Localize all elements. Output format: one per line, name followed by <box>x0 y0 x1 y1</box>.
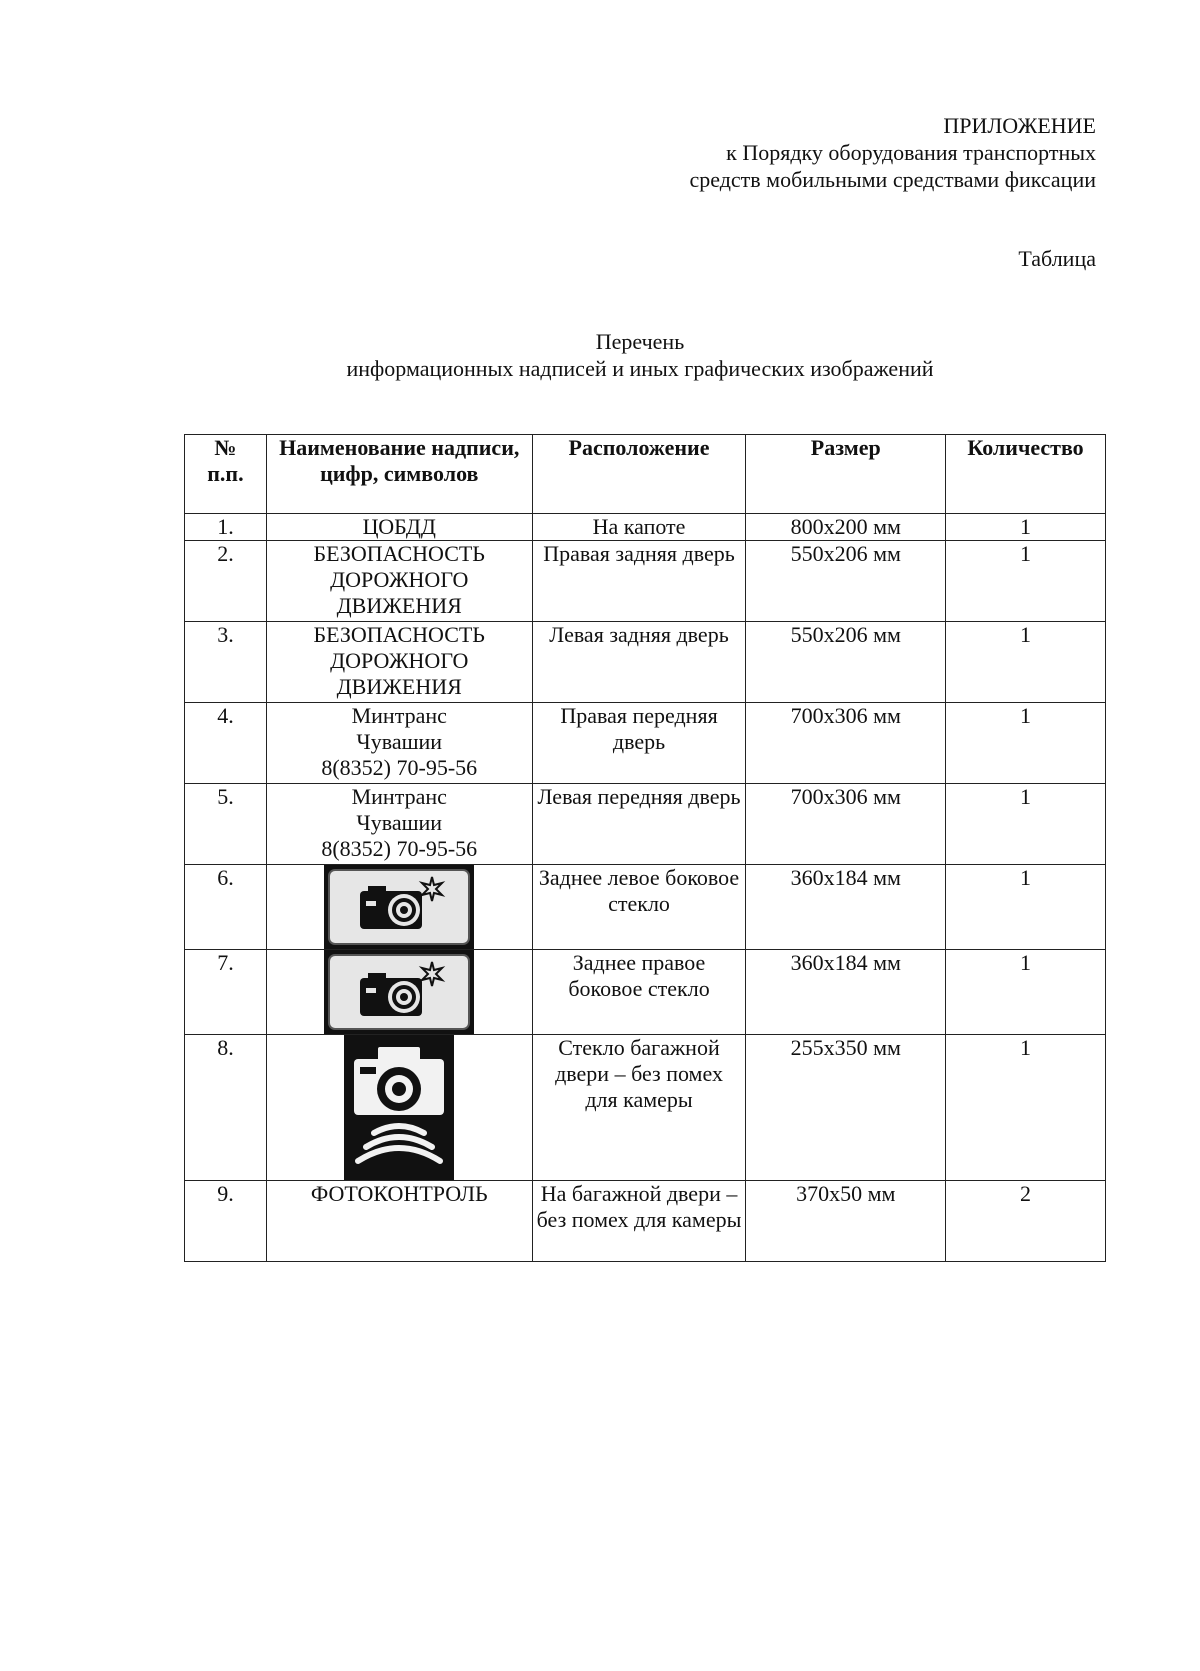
row-name <box>266 865 532 950</box>
row-count: 1 <box>946 865 1106 950</box>
row-size: 550х206 мм <box>746 541 946 622</box>
row-size: 360х184 мм <box>746 950 946 1035</box>
document-title-line1: Перечень <box>595 329 685 354</box>
row-number: 1. <box>185 514 267 541</box>
row-number: 9. <box>185 1181 267 1262</box>
row-location: Заднее правое боковое стекло <box>532 950 746 1035</box>
row-location: На багажной двери – без помех для камеры <box>532 1181 746 1262</box>
camera-sign-icon <box>324 865 474 949</box>
table-row <box>185 865 1106 950</box>
row-name: ФОТОКОНТРОЛЬ <box>266 1181 532 1262</box>
table-row <box>185 1181 1106 1262</box>
row-count: 1 <box>946 541 1106 622</box>
table-row <box>185 950 1106 1035</box>
table-row <box>185 541 1106 622</box>
row-location: Заднее левое боковое стекло <box>532 865 746 950</box>
table-label: Таблица <box>1018 246 1096 271</box>
appendix-subtitle-line1: к Порядку оборудования транспортных <box>726 140 1096 165</box>
row-size: 700х306 мм <box>746 703 946 784</box>
row-number: 5. <box>185 784 267 865</box>
row-number: 4. <box>185 703 267 784</box>
row-location: Правая передняя дверь <box>532 703 746 784</box>
row-count: 1 <box>946 1035 1106 1181</box>
row-name: Минтранс Чувашии 8(8352) 70-95-56 <box>266 784 532 865</box>
row-number: 8. <box>185 1035 267 1181</box>
camera-signal-sign-icon <box>344 1035 454 1180</box>
row-size: 370х50 мм <box>746 1181 946 1262</box>
row-count: 1 <box>946 784 1106 865</box>
row-name: БЕЗОПАСНОСТЬ ДОРОЖНОГО ДВИЖЕНИЯ <box>266 541 532 622</box>
document-title-line2: информационных надписей и иных графических изображений <box>346 356 934 381</box>
row-count: 1 <box>946 622 1106 703</box>
row-location: Правая задняя дверь <box>532 541 746 622</box>
appendix-title: ПРИЛОЖЕНИЕ <box>943 113 1096 138</box>
appendix-subtitle-line2: средств мобильными средствами фиксации <box>689 167 1096 192</box>
row-location: Левая задняя дверь <box>532 622 746 703</box>
row-size: 550х206 мм <box>746 622 946 703</box>
header-name: Наименование надписи, цифр, символов <box>266 435 532 514</box>
row-location: Стекло багажной двери – без помех для камеры <box>532 1035 746 1181</box>
items-table <box>184 434 1106 1262</box>
row-count: 2 <box>946 1181 1106 1262</box>
row-size: 800х200 мм <box>746 514 946 541</box>
header-location: Расположение <box>532 435 746 514</box>
table-row <box>185 622 1106 703</box>
row-location: На капоте <box>532 514 746 541</box>
appendix-header <box>689 112 1096 193</box>
table-row <box>185 1035 1106 1181</box>
table-row <box>185 784 1106 865</box>
row-size: 360х184 мм <box>746 865 946 950</box>
row-size: 255х350 мм <box>746 1035 946 1181</box>
table-row <box>185 514 1106 541</box>
row-count: 1 <box>946 950 1106 1035</box>
camera-sign-icon <box>324 950 474 1034</box>
row-count: 1 <box>946 703 1106 784</box>
table-row <box>185 703 1106 784</box>
row-name: БЕЗОПАСНОСТЬ ДОРОЖНОГО ДВИЖЕНИЯ <box>266 622 532 703</box>
row-name <box>266 950 532 1035</box>
row-number: 3. <box>185 622 267 703</box>
header-count: Количество <box>946 435 1106 514</box>
row-size: 700х306 мм <box>746 784 946 865</box>
table-header-row <box>185 435 1106 514</box>
header-size: Размер <box>746 435 946 514</box>
row-number: 7. <box>185 950 267 1035</box>
document-title <box>0 328 1200 382</box>
row-name: ЦОБДД <box>266 514 532 541</box>
row-count: 1 <box>946 514 1106 541</box>
row-location: Левая передняя дверь <box>532 784 746 865</box>
row-name: Минтранс Чувашии 8(8352) 70-95-56 <box>266 703 532 784</box>
row-number: 2. <box>185 541 267 622</box>
row-name <box>266 1035 532 1181</box>
header-number: № п.п. <box>185 435 267 514</box>
row-number: 6. <box>185 865 267 950</box>
